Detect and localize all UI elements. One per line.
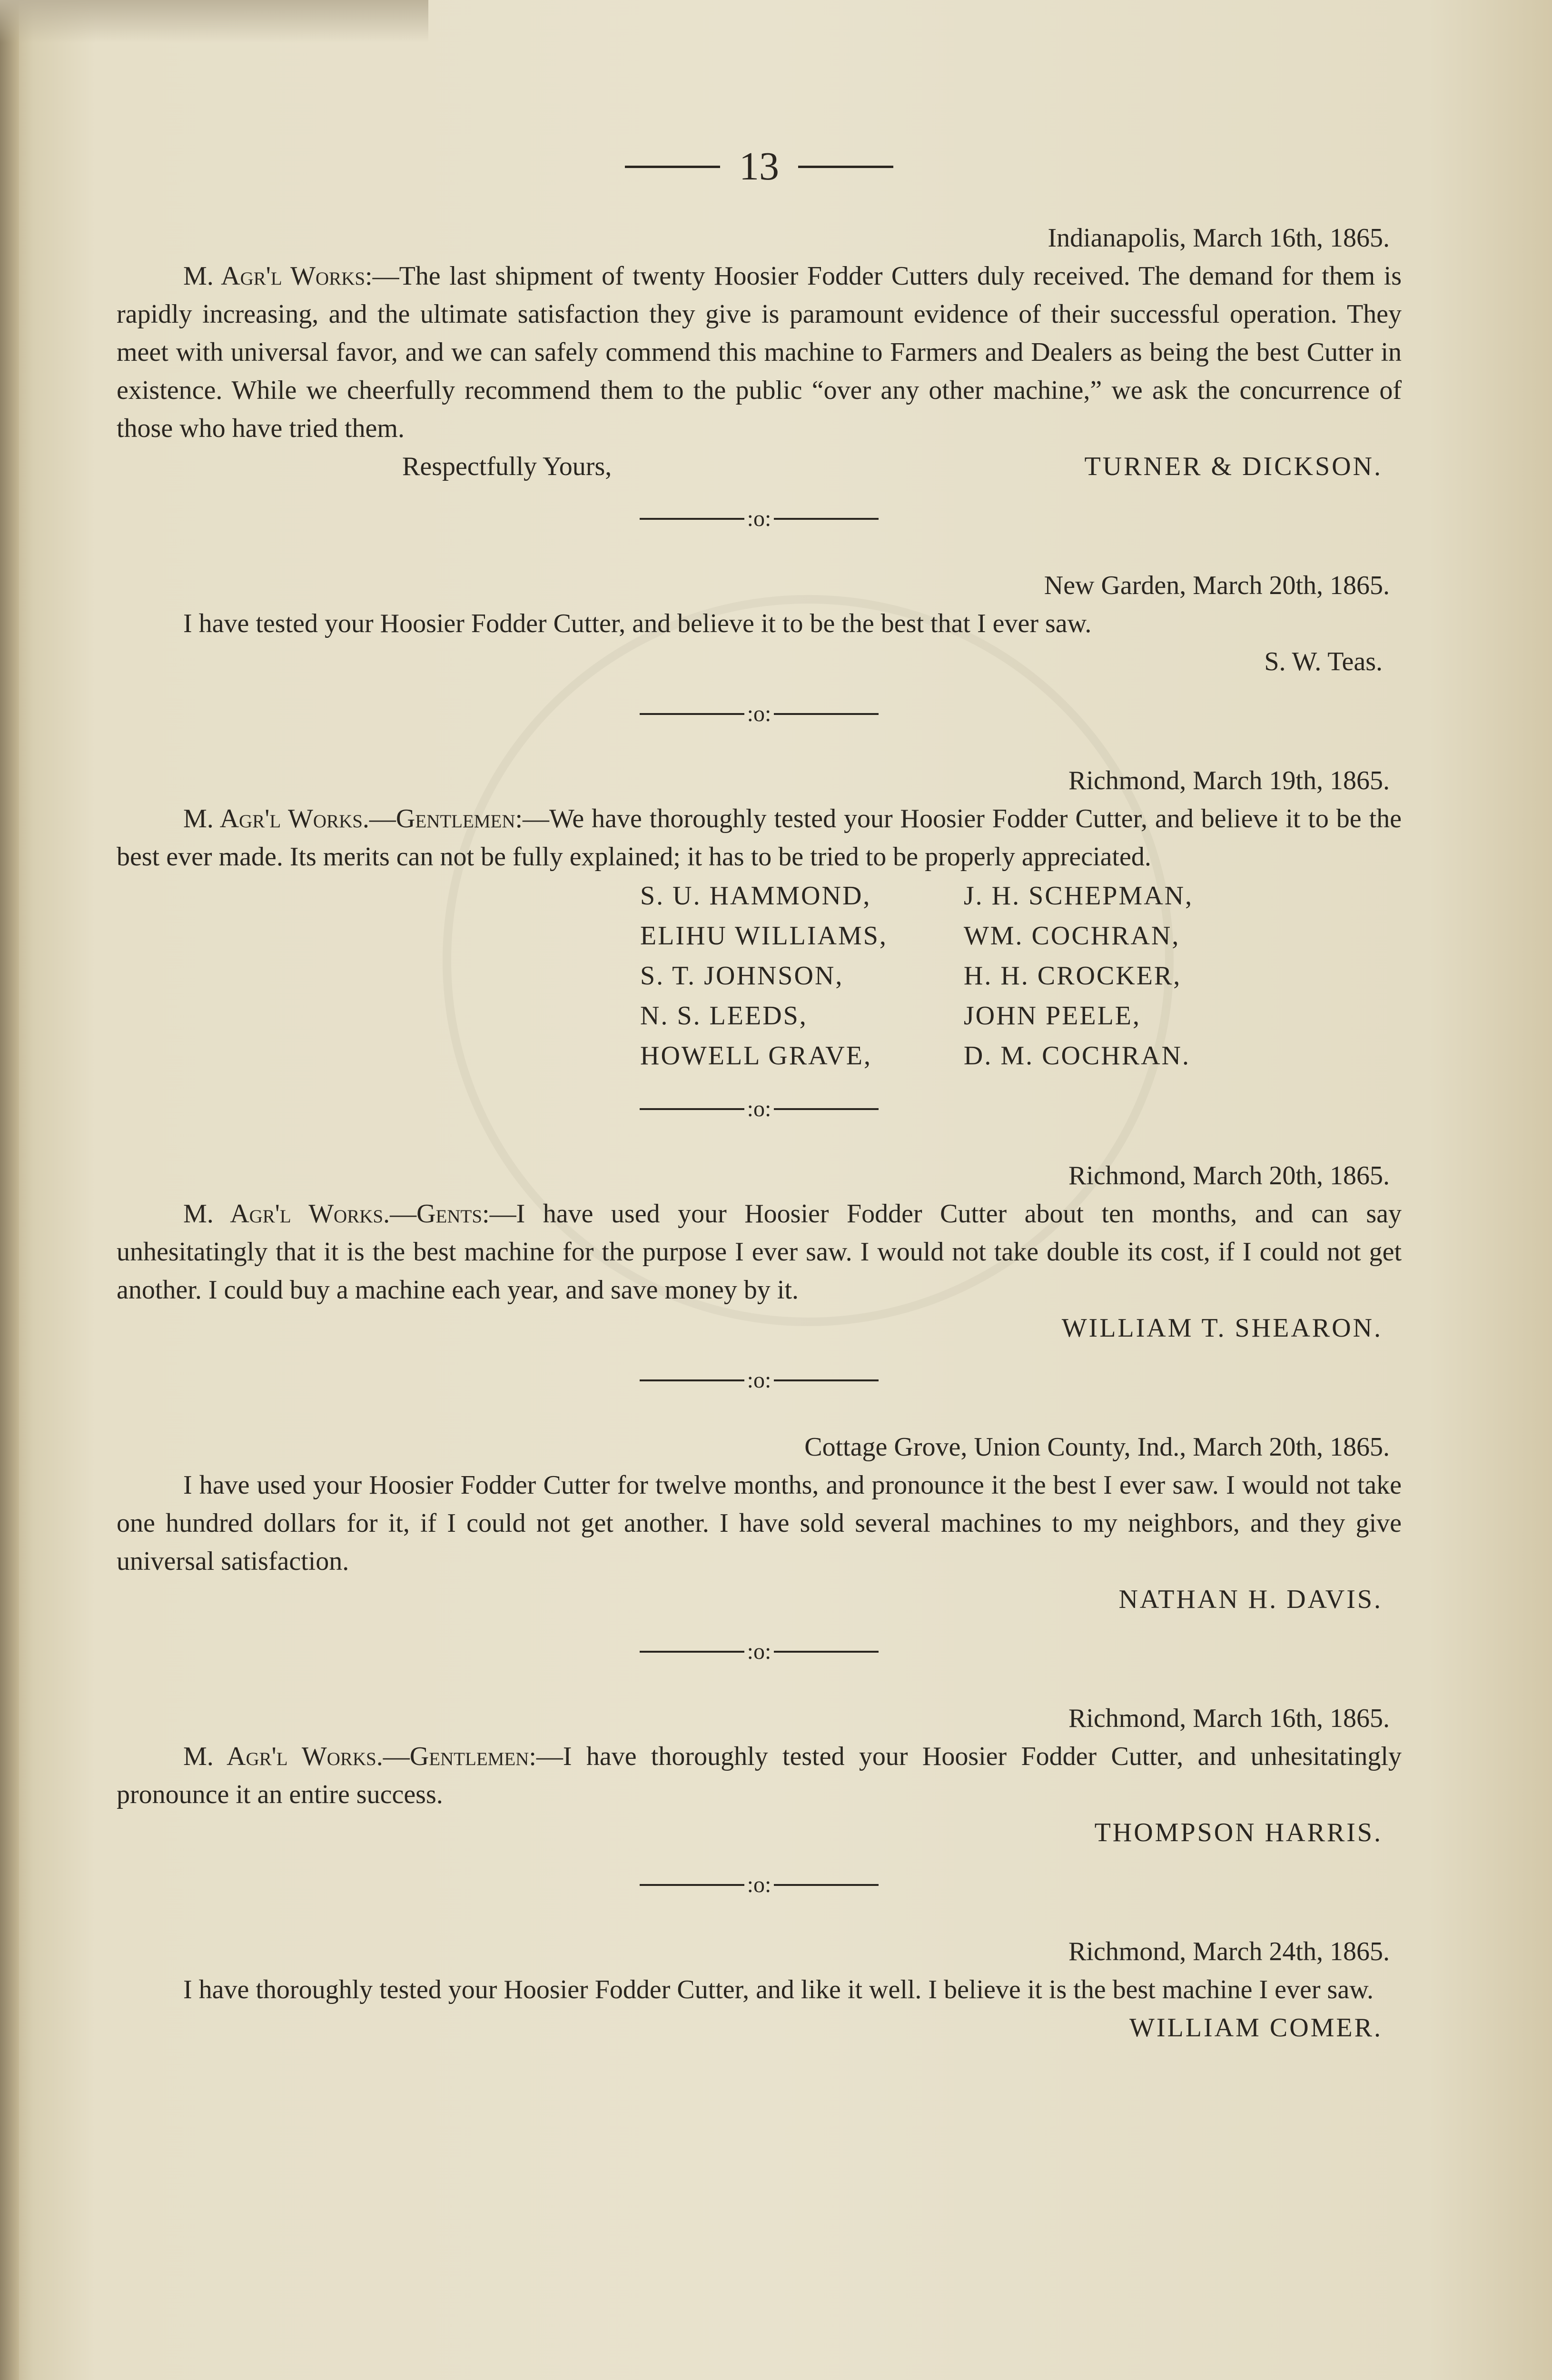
separator-mark: :o: <box>747 1096 771 1121</box>
separator-mark: :o: <box>747 1368 771 1393</box>
dateline: Cottage Grove, Union County, Ind., March 20th, 1865. <box>804 1432 1390 1462</box>
signatories <box>117 876 1402 1076</box>
separator-line-left <box>640 1108 744 1110</box>
dateline: Richmond, March 16th, 1865. <box>1068 1704 1390 1733</box>
letter <box>117 1157 1402 1347</box>
salutation: M. Agr'l Works.—Gentlemen: <box>183 804 523 833</box>
separator <box>117 1866 1402 1904</box>
letter-body <box>117 1195 1402 1309</box>
signature: THOMPSON HARRIS. <box>1094 1818 1383 1847</box>
separator-line-right <box>774 1884 879 1886</box>
signature: WILLIAM COMER. <box>1129 2013 1383 2043</box>
letter <box>117 1933 1402 2047</box>
signatory: ELIHU WILLIAMS, <box>640 921 888 951</box>
signatory: JOHN PEELE, <box>963 1001 1141 1031</box>
letter-body <box>117 1737 1402 1814</box>
letter-body: I have thoroughly tested your Hoosier Fodder Cutter, and like it well. I believe it is the best machine I ever saw. <box>183 1975 1374 2004</box>
dateline: New Garden, March 20th, 1865. <box>1044 571 1390 600</box>
signature: NATHAN H. DAVIS. <box>1118 1585 1383 1614</box>
header-dash-right <box>798 166 893 168</box>
letter-text: —The last shipment of twenty Hoosier Fodder Cutters duly received. The demand for them is rapidly increasing, and the ultimate satisfaction they give is paramount evidence of their successful operation. They meet with universal favor, and we can safely commend this machine to Farmers and Dealers as being the best Cutter in existence. While we cheerfully recommend them to the public “over any other machine,” we ask the concurrence of those who have tried them. <box>117 261 1402 443</box>
page-binding <box>0 0 19 2380</box>
signatory: D. M. COCHRAN. <box>963 1041 1190 1071</box>
salutation: M. Agr'l Works.—Gents: <box>183 1199 490 1229</box>
signature: S. W. Teas. <box>1264 647 1383 676</box>
separator-line-right <box>774 1108 879 1110</box>
separator <box>117 1090 1402 1128</box>
letter-text: —I have thoroughly tested your Hoosier Fodder Cutter, and unhesitatingly pronounce it an entire success. <box>117 1742 1402 1809</box>
letter <box>117 219 1402 486</box>
separator <box>117 1633 1402 1671</box>
salutation: M. Agr'l Works.—Gentlemen: <box>183 1742 536 1771</box>
signatory: N. S. LEEDS, <box>640 1001 808 1031</box>
letter <box>117 1428 1402 1618</box>
letter-text: —I have used your Hoosier Fodder Cutter about ten months, and can say unhesitatingly that it is the best machine for the purpose I ever saw. I would not take double its cost, if I could not get another. I could buy a machine each year, and save money by it. <box>117 1199 1402 1305</box>
closing: Respectfully Yours, <box>402 452 612 481</box>
separator-line-right <box>774 1379 879 1381</box>
letter-body <box>117 800 1402 876</box>
header-dash-left <box>625 166 720 168</box>
dateline: Indianapolis, March 16th, 1865. <box>1048 223 1390 253</box>
letter <box>117 1699 1402 1852</box>
separator-line-right <box>774 518 879 520</box>
separator-line-left <box>640 1884 744 1886</box>
page-number-header <box>117 143 1402 190</box>
letter-text: —We have thoroughly tested your Hoosier Fodder Cutter, and believe it to be the best ever made. Its merits can not be fully explained; it has to be tried to be properly appreciated. <box>117 804 1402 872</box>
signatories-right <box>964 876 1193 1076</box>
letter-body: I have tested your Hoosier Fodder Cutter, and believe it to be the best that I ever saw. <box>183 609 1092 638</box>
separator-line-left <box>640 1379 744 1381</box>
signature: WILLIAM T. SHEARON. <box>1061 1313 1383 1343</box>
signatory: H. H. CROCKER, <box>963 961 1182 991</box>
signatory: S. T. JOHNSON, <box>640 961 844 991</box>
dateline: Richmond, March 24th, 1865. <box>1068 1937 1390 1966</box>
separator-line-left <box>640 518 744 520</box>
letter <box>117 762 1402 1076</box>
separator <box>117 695 1402 733</box>
dateline: Richmond, March 20th, 1865. <box>1068 1161 1390 1190</box>
salutation: M. Agr'l Works: <box>183 261 373 291</box>
signature: TURNER & DICKSON. <box>1084 452 1383 481</box>
signatories-left <box>640 876 888 1076</box>
letter-body: I have used your Hoosier Fodder Cutter for twelve months, and pronounce it the best I ever saw. I would not take one hundred dollars for it, if I could not get another. I have sold several machines to my neighbors, and they give universal satisfaction. <box>117 1470 1402 1576</box>
closing-line <box>117 447 1402 486</box>
signatory: WM. COCHRAN, <box>963 921 1180 951</box>
signatory: J. H. SCHEPMAN, <box>963 881 1194 911</box>
torn-edge <box>0 0 428 43</box>
separator-mark: :o: <box>747 1872 771 1897</box>
separator-line-left <box>640 1651 744 1653</box>
separator <box>117 1361 1402 1399</box>
signatory: S. U. HAMMOND, <box>640 881 871 911</box>
letter <box>117 566 1402 681</box>
dateline: Richmond, March 19th, 1865. <box>1068 766 1390 795</box>
separator-line-left <box>640 713 744 715</box>
page-number: 13 <box>739 144 779 188</box>
separator-mark: :o: <box>747 506 771 531</box>
separator <box>117 500 1402 538</box>
separator-mark: :o: <box>747 1639 771 1664</box>
separator-mark: :o: <box>747 701 771 726</box>
separator-line-right <box>774 713 879 715</box>
letter-body <box>117 257 1402 447</box>
page-text <box>117 143 1402 2047</box>
separator-line-right <box>774 1651 879 1653</box>
signatory: HOWELL GRAVE, <box>640 1041 872 1071</box>
